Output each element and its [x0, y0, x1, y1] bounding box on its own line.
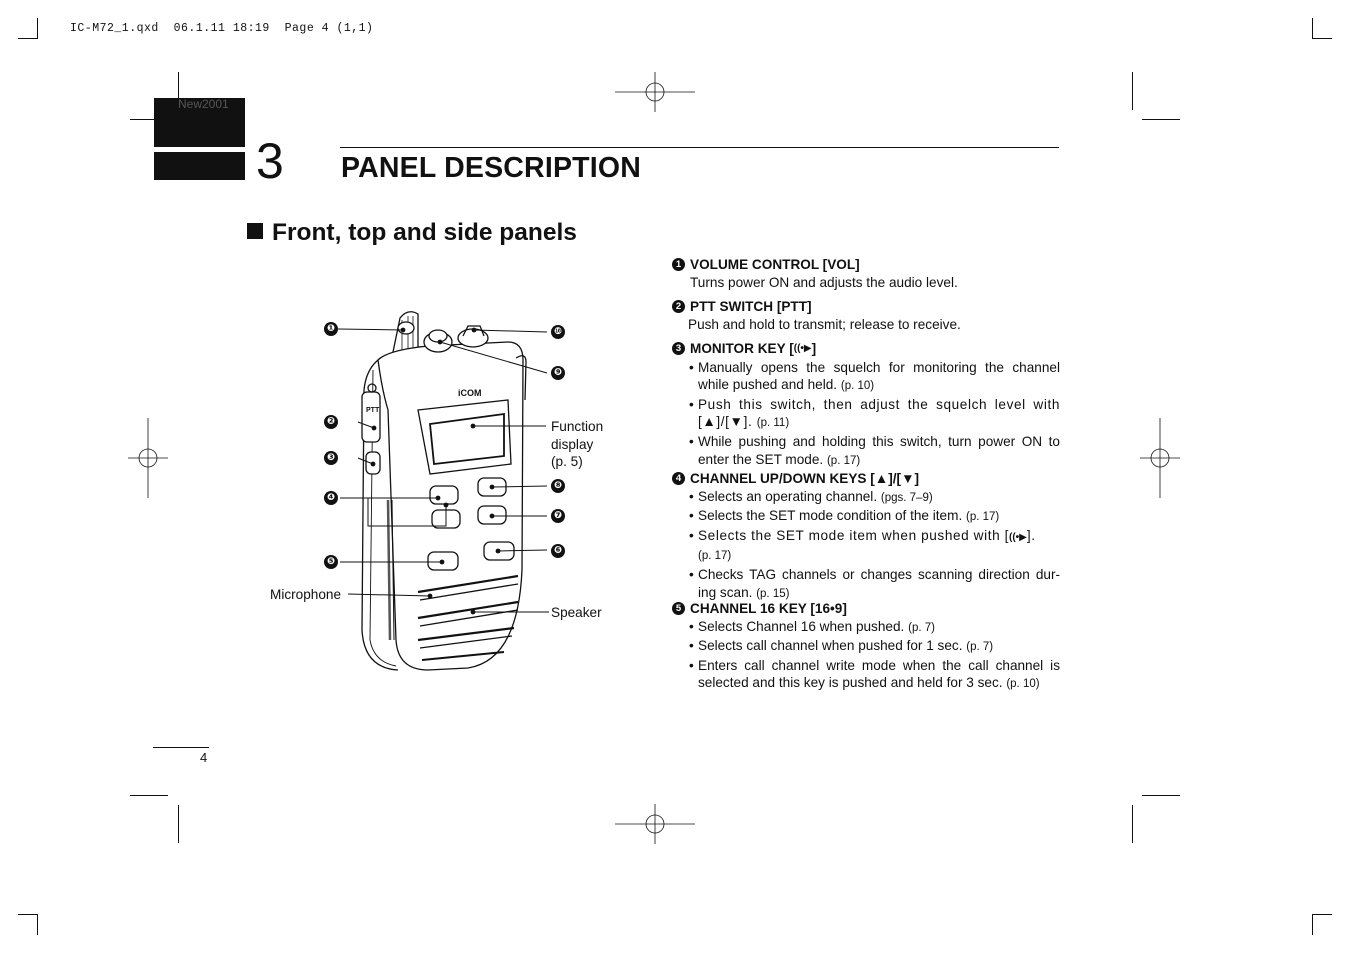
square-bullet-icon: [247, 223, 263, 239]
item-title: MONITOR KEY [: [690, 341, 794, 356]
list-item: [672, 657, 1060, 694]
microphone-label: Microphone: [270, 587, 342, 602]
page-ref: (p. 7): [908, 621, 935, 634]
item-desc: Push and hold to transmit; release to receive.: [688, 316, 961, 332]
page-ref: (p. 11): [756, 417, 790, 430]
list-item: [672, 488, 1060, 508]
crop-mark: [178, 805, 179, 843]
section-title-text: Front, top and side panels: [272, 219, 577, 246]
item-number: 2: [672, 300, 685, 313]
bullet-text: Selects the SET mode condition of the item.: [698, 508, 963, 524]
bullet-text: Manually opens the squelch for monitoring the channel while pushed and held.: [698, 359, 1060, 393]
callout-7: ❼: [551, 509, 565, 523]
crop-mark: [1312, 38, 1332, 39]
crop-mark: [37, 18, 38, 39]
registration-mark: [128, 418, 168, 498]
crop-mark: [1142, 795, 1180, 796]
print-header: IC-M72_1.qxd 06.1.11 18:19 Page 4 (1,1): [70, 22, 374, 35]
crop-mark: [18, 38, 38, 39]
crop-mark: [1132, 72, 1133, 110]
callout-9: ❾: [551, 366, 565, 380]
bullet-text: Selects an operating channel.: [698, 488, 878, 504]
callout-1: ❶: [324, 322, 338, 336]
crop-mark: [1312, 914, 1332, 915]
bullet-text: Enters call channel write mode when the call channel is selected and this key is pushed and held for 3 sec.: [698, 657, 1060, 691]
bullet-text: Checks TAG channels or changes scanning direction dur-ing scan.: [698, 566, 1060, 600]
list-item: [672, 507, 1060, 527]
function-display-label: [551, 418, 603, 471]
chapter-tag: New2001: [178, 97, 229, 111]
crop-mark: [1132, 805, 1133, 843]
item-number: 5: [672, 602, 685, 615]
crop-mark: [1142, 119, 1180, 120]
bullet-text: ].: [1026, 527, 1036, 543]
page-ref: (pgs. 7–9): [880, 491, 933, 504]
list-item: [672, 566, 1060, 603]
list-item: [672, 359, 1060, 396]
item-number: 3: [672, 342, 685, 355]
chapter-tab: [154, 152, 245, 180]
crop-mark: [37, 914, 38, 935]
item-channel-16-key: [672, 600, 1060, 694]
registration-mark: [1140, 418, 1180, 498]
list-item: [672, 618, 1060, 638]
page-ref: (p. 17): [966, 511, 1000, 524]
item-number: 1: [672, 258, 685, 271]
page-ref: (p. 17): [826, 454, 861, 467]
item-ptt-switch: [672, 298, 1060, 333]
item-title: CHANNEL 16 KEY [16•9]: [690, 601, 847, 616]
crop-mark: [18, 914, 38, 915]
registration-mark: [615, 72, 695, 112]
chapter-number: 3: [256, 133, 284, 189]
bullet-text: Selects Channel 16 when pushed.: [698, 618, 905, 634]
crop-mark: [130, 795, 168, 796]
list-item: [672, 527, 1060, 566]
ptt-text: PTT: [366, 407, 380, 414]
bullet-text: Push this switch, then adjust the squelch level with [▲]/[▼].: [698, 396, 1060, 430]
speaker-label: Speaker: [551, 605, 602, 620]
section-title: [247, 219, 577, 247]
monitor-icon: ((•▶: [793, 343, 812, 354]
callout-3: ❸: [324, 451, 338, 465]
monitor-icon: ((•▶: [1009, 531, 1027, 543]
page-number: 4: [200, 750, 208, 765]
bullet-text: Selects call channel when pushed for 1 sec.: [698, 638, 963, 654]
bullet-text: Selects the SET mode item when pushed with [: [698, 527, 1010, 543]
ptt-switch: [362, 392, 380, 442]
page-ref: (p. 10): [1006, 678, 1040, 691]
item-title: CHANNEL UP/DOWN KEYS [▲]/[▼]: [690, 471, 920, 486]
page-ref: (p. 15): [756, 587, 790, 600]
list-item: [672, 396, 1060, 433]
callout-6: ❻: [551, 544, 565, 558]
page-ref: (p. 7): [966, 641, 994, 654]
callout-10: ❿: [551, 325, 565, 339]
callout-4: ❹: [324, 491, 338, 505]
page-ref: (p. 10): [840, 380, 875, 393]
item-title-end: ]: [811, 341, 817, 356]
radio-illustration: [318, 300, 578, 680]
registration-mark: [615, 804, 695, 844]
item-title: VOLUME CONTROL [VOL]: [690, 257, 860, 272]
folio-rule: [153, 747, 209, 748]
label-line: (p. 5): [551, 454, 583, 470]
bullet-text: While pushing and holding this switch, turn power ON to enter the SET mode.: [698, 433, 1060, 467]
item-channel-keys: [672, 470, 1060, 603]
item-volume-control: [672, 256, 1060, 291]
callout-5: ❺: [324, 555, 338, 569]
item-monitor-key: [672, 340, 1060, 470]
crop-mark: [1312, 18, 1313, 39]
crop-mark: [1312, 914, 1313, 935]
label-line: display: [551, 436, 594, 452]
brand-logo: iCOM: [458, 388, 482, 398]
channel-up-key: [430, 486, 458, 504]
callout-2: ❷: [324, 415, 338, 429]
title-rule: [340, 147, 1059, 148]
list-item: [672, 433, 1060, 470]
item-number: 4: [672, 472, 685, 485]
label-line: Function: [551, 419, 604, 434]
page-title: PANEL DESCRIPTION: [341, 152, 642, 184]
page-ref: (p. 17): [698, 550, 732, 563]
item-title: PTT SWITCH [PTT]: [690, 299, 812, 314]
list-item: [672, 637, 1060, 657]
callout-8: ❽: [551, 479, 565, 493]
item-desc: Turns power ON and adjusts the audio level.: [690, 274, 958, 290]
